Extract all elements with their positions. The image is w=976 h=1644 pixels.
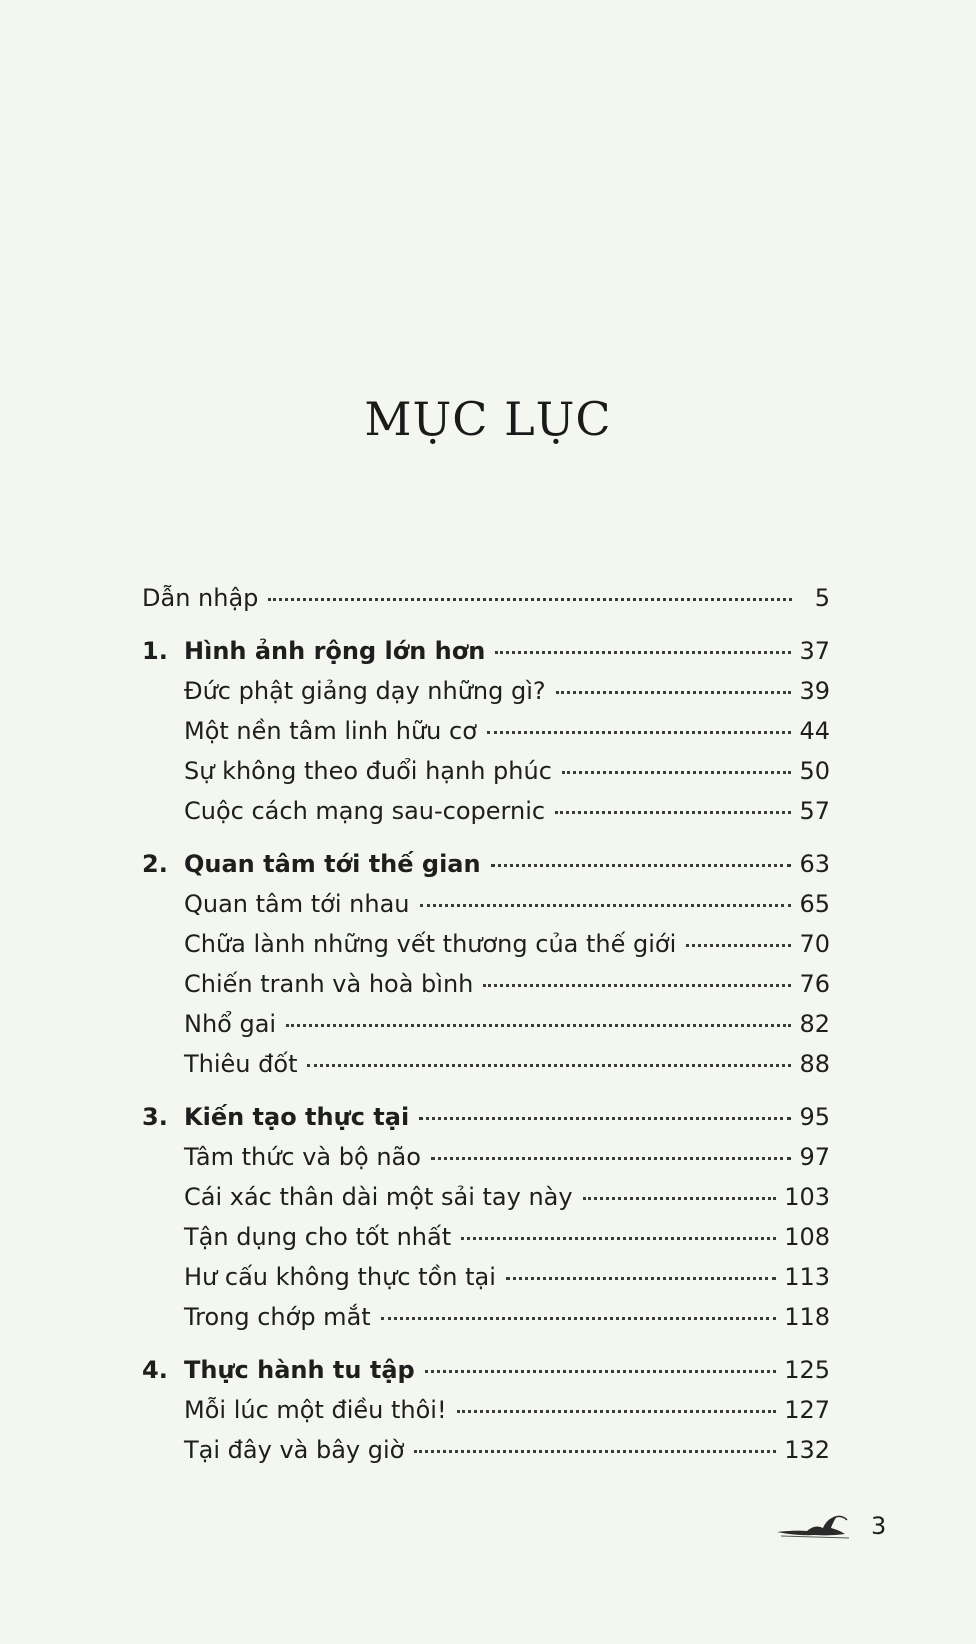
toc-section-entry [142,1217,830,1257]
dot-leader [491,864,792,867]
dot-leader [483,984,791,987]
dot-leader [381,1317,777,1320]
chapter-title: Hình ảnh rộng lớn hơn [184,637,486,665]
toc-section-entry [142,1177,830,1217]
section-page: 97 [799,1143,830,1171]
toc-chapter-entry [142,844,830,884]
toc-section-entry [142,671,830,711]
dot-leader [286,1024,791,1027]
dot-leader [461,1237,776,1240]
section-title: Đức phật giảng dạy những gì? [184,677,546,705]
chapter-number: 1. [142,637,168,665]
chapter-number: 2. [142,850,168,878]
section-title: Chữa lành những vết thương của thế giới [184,930,677,958]
chapter-page: 37 [799,637,830,665]
dot-leader [457,1410,777,1413]
page-number: 3 [871,1512,887,1540]
section-title: Tận dụng cho tốt nhất [184,1223,452,1251]
section-page: 127 [784,1396,830,1424]
dot-leader [431,1157,792,1160]
dot-leader [556,691,792,694]
section-page: 39 [799,677,830,705]
section-page: 118 [784,1303,830,1331]
section-title: Hư cấu không thực tồn tại [184,1263,496,1291]
chapter-title: Kiến tạo thực tại [184,1103,410,1131]
toc-section-entry [142,711,830,751]
toc-section-entry [142,1430,830,1470]
section-title: Tại đây và bây giờ [184,1436,405,1464]
dot-leader [555,811,791,814]
section-page: 103 [784,1183,830,1211]
dot-leader [686,944,791,947]
dot-leader [414,1450,776,1453]
section-title: Tâm thức và bộ não [184,1143,421,1171]
toc-entry-label: Dẫn nhập [142,584,259,612]
dot-leader [420,904,792,907]
section-page: 108 [784,1223,830,1251]
section-page: 76 [799,970,830,998]
section-title: Chiến tranh và hoà bình [184,970,474,998]
section-title: Nhổ gai [184,1010,277,1038]
toc-chapter-entry [142,1097,830,1137]
dot-leader [419,1117,791,1120]
toc-entry-page: 5 [814,584,830,612]
section-page: 50 [799,757,830,785]
section-title: Một nền tâm linh hữu cơ [184,717,477,745]
dot-leader [495,651,791,654]
section-page: 88 [799,1050,830,1078]
section-title: Quan tâm tới nhau [184,890,410,918]
toc-entry-intro [142,578,830,618]
toc-section-entry [142,1137,830,1177]
section-title: Cái xác thân dài một sải tay này [184,1183,573,1211]
bird-ornament-icon [775,1512,865,1540]
toc-section-entry [142,884,830,924]
dot-leader [307,1064,791,1067]
section-page: 44 [799,717,830,745]
toc-section-entry [142,791,830,831]
section-title: Mỗi lúc một điều thôi! [184,1396,447,1424]
dot-leader [487,731,792,734]
chapter-list [142,631,830,1470]
section-title: Sự không theo đuổi hạnh phúc [184,757,552,785]
toc-chapter-entry [142,1350,830,1390]
toc-section-entry [142,1297,830,1337]
section-title: Cuộc cách mạng sau-copernic [184,797,546,825]
chapter-title: Quan tâm tới thế gian [184,850,481,878]
toc-section-entry [142,964,830,1004]
dot-leader [268,598,792,601]
toc-section-entry [142,1257,830,1297]
chapter-number: 4. [142,1356,168,1384]
toc-chapter-entry [142,631,830,671]
section-page: 65 [799,890,830,918]
chapter-page: 95 [799,1103,830,1131]
dot-leader [583,1197,777,1200]
chapter-page: 63 [799,850,830,878]
table-of-contents [142,578,830,1470]
toc-section-entry [142,1004,830,1044]
section-page: 57 [799,797,830,825]
toc-section-entry [142,924,830,964]
page-footer [775,1512,886,1540]
section-title: Trong chớp mắt [184,1303,371,1331]
chapter-page: 125 [784,1356,830,1384]
section-page: 70 [799,930,830,958]
dot-leader [425,1370,776,1373]
section-page: 113 [784,1263,830,1291]
page-title: MỤC LỤC [364,392,612,446]
section-page: 132 [784,1436,830,1464]
toc-section-entry [142,1390,830,1430]
section-title: Thiêu đốt [184,1050,298,1078]
toc-section-entry [142,751,830,791]
section-page: 82 [799,1010,830,1038]
chapter-title: Thực hành tu tập [184,1356,415,1384]
dot-leader [506,1277,776,1280]
dot-leader [562,771,792,774]
chapter-number: 3. [142,1103,168,1131]
toc-section-entry [142,1044,830,1084]
